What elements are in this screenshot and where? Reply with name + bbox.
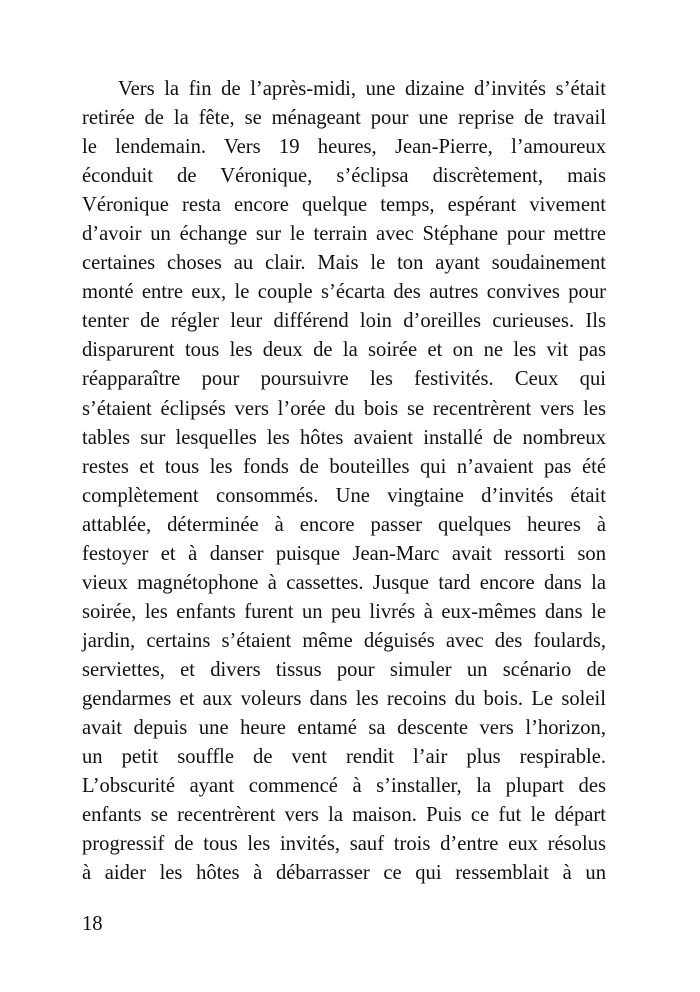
text-line: monté entre eux, le couple s’écarta des autres convives pour <box>82 281 606 304</box>
text-line: tenter de régler leur différend loin d’oreilles curieuses. Ils <box>82 310 606 333</box>
text-line: soirée, les enfants furent un peu livrés à eux-mêmes dans le <box>82 600 606 623</box>
page-number: 18 <box>82 913 103 935</box>
text-line: gendarmes et aux voleurs dans les recoins du bois. Le soleil <box>82 687 606 710</box>
text-line: festoyer et à danser puisque Jean-Marc avait ressorti son <box>82 542 606 565</box>
text-line: un petit souffle de vent rendit l’air plus respirable. <box>82 746 606 769</box>
text-line: serviettes, et divers tissus pour simuler un scénario de <box>82 658 606 681</box>
text-line: le lendemain. Vers 19 heures, Jean-Pierre, l’amoureux <box>82 136 606 159</box>
text-line: enfants se recentrèrent vers la maison. Puis ce fut le départ <box>82 804 606 827</box>
body-paragraph <box>82 75 606 888</box>
text-line: Vers la fin de l’après-midi, une dizaine d’invités s’était <box>118 78 606 100</box>
text-line: complètement consommés. Une vingtaine d’invités était <box>82 484 606 507</box>
text-line: tables sur lesquelles les hôtes avaient installé de nombreux <box>82 426 606 449</box>
text-line: retirée de la fête, se ménageant pour une reprise de travail <box>82 107 606 130</box>
text-line: Véronique resta encore quelque temps, espérant vivement <box>82 194 606 217</box>
text-line: à aider les hôtes à débarrasser ce qui ressemblait à un <box>82 862 606 885</box>
text-line: L’obscurité ayant commencé à s’installer, la plupart des <box>82 775 606 798</box>
text-line: attablée, déterminée à encore passer quelques heures à <box>82 513 606 536</box>
text-line: certaines choses au clair. Mais le ton ayant soudainement <box>82 252 606 275</box>
text-line: disparurent tous les deux de la soirée et on ne les vit pas <box>82 339 606 362</box>
text-line: progressif de tous les invités, sauf trois d’entre eux résolus <box>82 833 606 856</box>
text-line: d’avoir un échange sur le terrain avec Stéphane pour mettre <box>82 223 606 246</box>
text-line: vieux magnétophone à cassettes. Jusque tard encore dans la <box>82 571 606 594</box>
text-line: s’étaient éclipsés vers l’orée du bois se recentrèrent vers les <box>82 397 606 420</box>
text-line: jardin, certains s’étaient même déguisés avec des foulards, <box>82 629 606 652</box>
text-line: réapparaître pour poursuivre les festivités. Ceux qui <box>82 368 606 391</box>
text-line: éconduit de Véronique, s’éclipsa discrètement, mais <box>82 165 606 188</box>
text-line: restes et tous les fonds de bouteilles qui n’avaient pas été <box>82 455 606 478</box>
text-line: avait depuis une heure entamé sa descente vers l’horizon, <box>82 717 606 740</box>
